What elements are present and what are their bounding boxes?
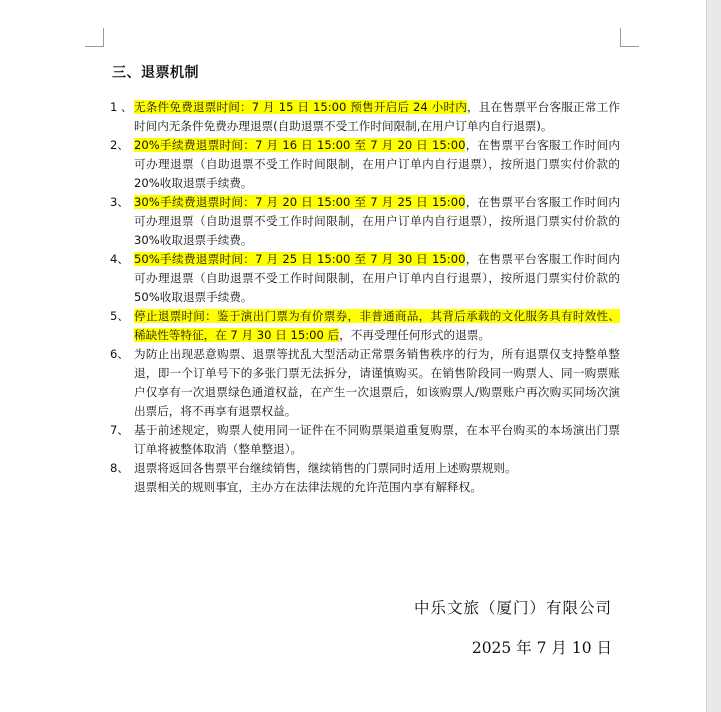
rule-number: 6、 [110,347,129,361]
rule-text-segment: 退票将返回各售票平台继续销售，继续销售的门票同时适用上述购票规则。 [134,461,517,475]
rule-number: 1 、 [110,100,133,114]
rule-text-segment: ，且在售票平台客服正常工作时间内无条件免费办理退票(自助退票不受工作时间限制,在用户订单内自行退票)。 [134,100,620,133]
rule-item [110,98,620,136]
highlighted-text: 20%手续费退票时间：7 月 16 日 15:00 至 7 月 20 日 15:00 [134,138,466,152]
rule-number: 4、 [110,252,129,266]
rule-text [134,193,620,250]
rule-item [110,250,620,307]
signature-date: 2025 年 7 月 10 日 [471,639,612,657]
rule-item [110,193,620,250]
rule-text-segment: ，不再受理任何形式的退票。 [339,328,490,342]
rule-text-segment: 退票相关的规则事宜，主办方在法律法规的允许范围内享有解释权。 [134,480,482,494]
rule-item [110,459,620,497]
rule-number: 7、 [110,423,129,437]
crop-mark-top-left [85,28,104,47]
rule-text [134,136,620,193]
rule-item [110,136,620,193]
rule-text [134,459,620,497]
rule-number: 8、 [110,461,129,475]
rule-text-segment: ，在售票平台客服工作时间内可办理退票（自助退票不受工作时间限制，在用户订单内自行退票），按所退门票实付价款的 50%收取退票手续费。 [134,252,620,304]
rule-text-segment: ，在售票平台客服工作时间内可办理退票（自助退票不受工作时间限制，在用户订单内自行退票），按所退门票实付价款的 20%收取退票手续费。 [134,138,620,190]
rule-number: 3、 [110,195,129,209]
rule-text [134,345,620,421]
section-heading: 三、退票机制 [112,65,199,81]
rule-text-segment: 基于前述规定，购票人使用同一证件在不同购票渠道重复购票，在本平台购买的本场演出门票订单将被整体取消（整单整退）。 [134,423,620,456]
highlighted-text: 30%手续费退票时间：7 月 20 日 15:00 至 7 月 25 日 15:00 [134,195,466,209]
refund-rules-list [110,98,620,497]
rule-number: 5、 [110,309,129,323]
highlighted-text: 停止退票时间：鉴于演出门票为有价票券，非普通商品，其背后承载的文化服务具有时效性、稀缺性等特征，在 7 月 30 日 15:00 后 [134,309,620,342]
company-signature: 中乐文旅（厦门）有限公司 [413,599,612,617]
highlighted-text: 50%手续费退票时间：7 月 25 日 15:00 至 7 月 30 日 15:00 [134,252,466,266]
rule-text [134,250,620,307]
rule-text-segment: 为防止出现恶意购票、退票等扰乱大型活动正常票务销售秩序的行为，所有退票仅支持整单整退，即一个订单号下的多张门票无法拆分，请谨慎购买。在销售阶段同一购票人、同一购票账户仅享有一次退票绿色通道权益，在产生一次退票后，如该购票人/购票账户再次购买同场次演出票后，将不再享有退票权益。 [134,347,620,418]
rule-text [134,421,620,459]
crop-mark-top-right [620,28,639,47]
rule-item [110,307,620,345]
highlighted-text: 无条件免费退票时间：7 月 15 日 15:00 预售开启后 24 小时内 [134,100,468,114]
rule-text [134,307,620,345]
rule-text [134,98,620,136]
rule-item [110,421,620,459]
rule-number: 2、 [110,138,129,152]
rule-text-segment: ，在售票平台客服工作时间内可办理退票（自助退票不受工作时间限制，在用户订单内自行退票），按所退门票实付价款的 30%收取退票手续费。 [134,195,620,247]
rule-item [110,345,620,421]
